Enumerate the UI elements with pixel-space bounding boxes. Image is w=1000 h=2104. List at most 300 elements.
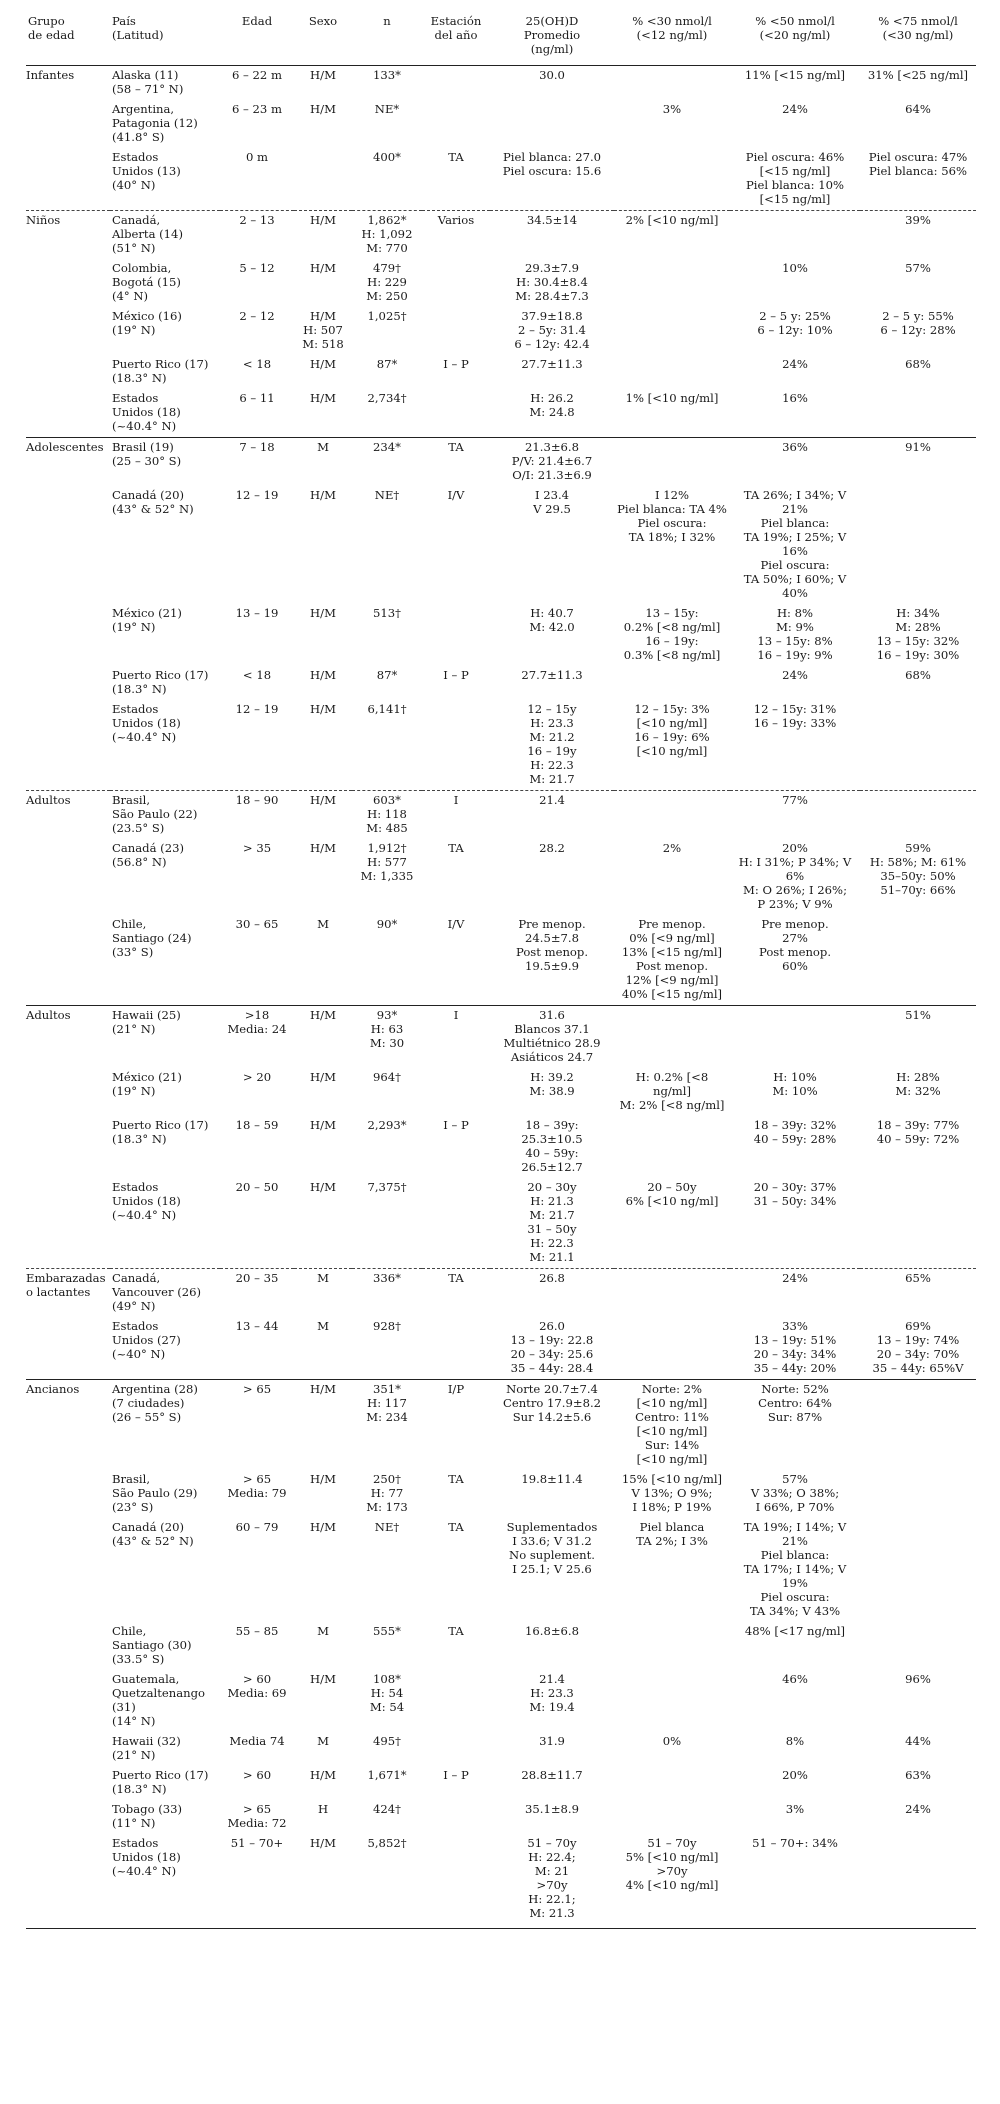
cell-pais-text: Estados Unidos (27) (~40° N) xyxy=(112,1319,181,1361)
cell-pais-text: Chile, Santiago (30) (33.5° S) xyxy=(112,1624,192,1666)
cell-estacion-text: I xyxy=(453,1008,459,1022)
cell-p30-text: Norte: 2% [<10 ng/ml] Centro: 11% [<10 ng/ml] Sur: 14% [<10 ng/ml] xyxy=(635,1382,709,1466)
cell-n-text: 6,141† xyxy=(367,702,407,716)
cell-p75 xyxy=(860,1269,976,1318)
cell-promedio-text: 21.4 xyxy=(539,793,565,807)
cell-pais xyxy=(110,1800,220,1834)
cell-pais-text: Estados Unidos (18) (~40.4° N) xyxy=(112,1180,181,1222)
cell-sexo-text: H/M xyxy=(310,1520,336,1534)
cell-pais xyxy=(110,1670,220,1732)
cell-n xyxy=(352,389,422,438)
cell-p30 xyxy=(614,839,730,915)
cell-promedio-text: Norte 20.7±7.4 Centro 17.9±8.2 Sur 14.2±5.6 xyxy=(502,1382,602,1424)
cell-estacion xyxy=(422,791,490,840)
cell-sexo xyxy=(294,148,352,211)
cell-p50 xyxy=(730,438,860,487)
cell-p30 xyxy=(614,307,730,355)
cell-promedio-text: 19.8±11.4 xyxy=(521,1472,583,1486)
cell-promedio-text: 34.5±14 xyxy=(526,213,578,227)
cell-p50 xyxy=(730,1269,860,1318)
cell-sexo xyxy=(294,486,352,604)
cell-edad xyxy=(220,791,294,840)
cell-sexo-text: H/M xyxy=(310,391,336,405)
cell-p75 xyxy=(860,700,976,791)
cell-p30-text: Pre menop. 0% [<9 ng/ml] 13% [<15 ng/ml] Post menop. 12% [<9 ng/ml] 40% [<15 ng/ml] xyxy=(621,917,723,1001)
cell-n xyxy=(352,148,422,211)
cell-n-text: 1,862* H: 1,092 M: 770 xyxy=(361,213,413,255)
cell-sexo xyxy=(294,1470,352,1518)
cell-p50 xyxy=(730,148,860,211)
cell-p50-text: Norte: 52% Centro: 64% Sur: 87% xyxy=(758,1382,832,1424)
cell-p30 xyxy=(614,915,730,1006)
group-cell xyxy=(26,1006,110,1069)
cell-pais xyxy=(110,1116,220,1178)
cell-pais xyxy=(110,1006,220,1069)
cell-p75-text: 2 – 5 y: 55% 6 – 12y: 28% xyxy=(880,309,956,337)
cell-pais-text: Estados Unidos (18) (~40.4° N) xyxy=(112,391,181,433)
cell-pais-text: Guatemala, Quetzaltenango (31) (14° N) xyxy=(112,1672,205,1728)
cell-p50 xyxy=(730,791,860,840)
cell-p75 xyxy=(860,486,976,604)
header-row xyxy=(26,14,976,66)
cell-promedio xyxy=(490,355,614,389)
cell-estacion xyxy=(422,1518,490,1622)
cell-p50-text: 20% H: I 31%; P 34%; V 6% M: O 26%; I 26%; P 23%; V 9% xyxy=(738,841,852,911)
cell-estacion xyxy=(422,1068,490,1116)
cell-sexo-text: M xyxy=(317,440,329,454)
cell-sexo xyxy=(294,66,352,101)
cell-promedio xyxy=(490,1116,614,1178)
cell-n-text: 5,852† xyxy=(367,1836,407,1850)
cell-estacion-text: I – P xyxy=(443,1768,469,1782)
cell-promedio xyxy=(490,1380,614,1471)
cell-edad xyxy=(220,307,294,355)
cell-promedio-text: 31.9 xyxy=(539,1734,565,1748)
cell-edad-text: 2 – 12 xyxy=(239,309,275,323)
cell-sexo xyxy=(294,211,352,260)
cell-sexo-text: H/M xyxy=(310,1472,336,1486)
group-name: Niños xyxy=(26,213,61,227)
cell-edad xyxy=(220,389,294,438)
cell-p50-text: TA 26%; I 34%; V 21% Piel blanca: TA 19%; I 25%; V 16% Piel oscura: TA 50%; I 60%; V 40% xyxy=(743,488,847,600)
cell-promedio-text: 12 – 15y H: 23.3 M: 21.2 16 – 19y H: 22.3 M: 21.7 xyxy=(527,702,577,786)
table-row xyxy=(26,1470,976,1518)
cell-n xyxy=(352,1116,422,1178)
cell-p30 xyxy=(614,791,730,840)
cell-p75 xyxy=(860,1766,976,1800)
cell-n-text: 234* xyxy=(373,440,401,454)
cell-pais xyxy=(110,1178,220,1269)
cell-edad xyxy=(220,438,294,487)
cell-estacion-text: I/P xyxy=(447,1382,465,1396)
cell-edad xyxy=(220,666,294,700)
cell-p30 xyxy=(614,1622,730,1670)
cell-sexo-text: H/M xyxy=(310,1836,336,1850)
cell-estacion xyxy=(422,259,490,307)
cell-sexo xyxy=(294,1269,352,1318)
cell-p30 xyxy=(614,1317,730,1380)
cell-edad-text: > 20 xyxy=(242,1070,272,1084)
cell-edad xyxy=(220,1518,294,1622)
cell-edad-text: > 65 Media: 72 xyxy=(227,1802,287,1830)
cell-p50 xyxy=(730,1380,860,1471)
cell-p30 xyxy=(614,1766,730,1800)
cell-pais xyxy=(110,1380,220,1471)
cell-n-text: NE† xyxy=(374,488,400,502)
group-cell xyxy=(26,355,110,389)
cell-p50 xyxy=(730,915,860,1006)
cell-n-text: 87* xyxy=(376,357,398,371)
cell-n-text: NE† xyxy=(374,1520,400,1534)
cell-edad-text: < 18 xyxy=(242,357,272,371)
cell-sexo-text: M xyxy=(317,1271,329,1285)
cell-n xyxy=(352,1380,422,1471)
cell-p75 xyxy=(860,1006,976,1069)
table-row xyxy=(26,1068,976,1116)
cell-p75-text: 59% H: 58%; M: 61% 35–50y: 50% 51–70y: 66% xyxy=(869,841,967,897)
header-p50: % <50 nmol/l (<20 ng/ml) xyxy=(730,14,860,66)
cell-n xyxy=(352,666,422,700)
cell-pais xyxy=(110,915,220,1006)
cell-p50-text: TA 19%; I 14%; V 21% Piel blanca: TA 17%; I 14%; V 19% Piel oscura: TA 34%; V 43% xyxy=(743,1520,847,1618)
cell-estacion xyxy=(422,1766,490,1800)
cell-n xyxy=(352,604,422,666)
cell-sexo-text: H/M xyxy=(310,793,336,807)
cell-n-text: 351* H: 117 M: 234 xyxy=(366,1382,408,1424)
group-cell xyxy=(26,1317,110,1380)
cell-n-text: 93* H: 63 M: 30 xyxy=(369,1008,405,1050)
table-row xyxy=(26,915,976,1006)
header-grupo: Grupo de edad xyxy=(26,14,110,66)
group-cell xyxy=(26,307,110,355)
cell-pais-text: Alaska (11) (58 – 71° N) xyxy=(112,68,184,96)
cell-p50-text: 20 – 30y: 37% 31 – 50y: 34% xyxy=(753,1180,837,1208)
cell-edad-text: 18 – 90 xyxy=(235,793,279,807)
cell-p50 xyxy=(730,1670,860,1732)
cell-sexo xyxy=(294,355,352,389)
cell-p50 xyxy=(730,100,860,148)
cell-estacion xyxy=(422,100,490,148)
cell-sexo-text: H/M xyxy=(310,1118,336,1132)
cell-promedio-text: 35.1±8.9 xyxy=(525,1802,579,1816)
cell-p50-text: 77% xyxy=(782,793,808,807)
cell-edad-text: 7 – 18 xyxy=(239,440,275,454)
cell-p50 xyxy=(730,1470,860,1518)
table-row xyxy=(26,1766,976,1800)
cell-edad-text: 5 – 12 xyxy=(239,261,275,275)
cell-n xyxy=(352,486,422,604)
cell-promedio xyxy=(490,148,614,211)
cell-sexo xyxy=(294,1622,352,1670)
cell-edad-text: 6 – 23 m xyxy=(232,102,282,116)
cell-pais-text: Estados Unidos (13) (40° N) xyxy=(112,150,181,192)
cell-promedio xyxy=(490,259,614,307)
cell-edad-text: 12 – 19 xyxy=(235,702,279,716)
cell-estacion-text: I xyxy=(453,793,459,807)
cell-edad-text: >18 Media: 24 xyxy=(227,1008,287,1036)
cell-p50-text: 2 – 5 y: 25% 6 – 12y: 10% xyxy=(757,309,833,337)
cell-pais-text: Canadá (20) (43° & 52° N) xyxy=(112,488,194,516)
cell-p30-text: Piel blanca TA 2%; I 3% xyxy=(636,1520,708,1548)
cell-p50-text: 8% xyxy=(785,1734,805,1748)
cell-p75-text: 91% xyxy=(905,440,931,454)
cell-edad-text: 6 – 22 m xyxy=(232,68,282,82)
cell-sexo-text: H/M xyxy=(310,1768,336,1782)
cell-promedio-text: 28.8±11.7 xyxy=(521,1768,583,1782)
cell-p50 xyxy=(730,1006,860,1069)
header-estacion: Estación del año xyxy=(422,14,490,66)
cell-n xyxy=(352,791,422,840)
cell-p50-text: 36% xyxy=(782,440,808,454)
cell-sexo xyxy=(294,1670,352,1732)
cell-edad xyxy=(220,100,294,148)
cell-edad xyxy=(220,604,294,666)
cell-edad-text: 6 – 11 xyxy=(239,391,275,405)
cell-estacion-text: TA xyxy=(448,1472,464,1486)
cell-sexo xyxy=(294,100,352,148)
cell-p50 xyxy=(730,1317,860,1380)
cell-promedio xyxy=(490,1470,614,1518)
cell-estacion xyxy=(422,1116,490,1178)
cell-pais xyxy=(110,389,220,438)
group-cell xyxy=(26,604,110,666)
cell-estacion xyxy=(422,486,490,604)
cell-pais-text: Chile, Santiago (24) (33° S) xyxy=(112,917,192,959)
cell-sexo xyxy=(294,700,352,791)
cell-promedio-text: H: 39.2 M: 38.9 xyxy=(529,1070,575,1098)
cell-pais xyxy=(110,307,220,355)
table-row xyxy=(26,1269,976,1318)
cell-edad-text: 2 – 13 xyxy=(239,213,275,227)
cell-p30 xyxy=(614,604,730,666)
cell-sexo xyxy=(294,1178,352,1269)
cell-p75 xyxy=(860,791,976,840)
cell-edad xyxy=(220,1834,294,1929)
cell-pais-text: México (16) (19° N) xyxy=(112,309,182,337)
cell-pais xyxy=(110,1518,220,1622)
cell-sexo-text: H/M xyxy=(310,1180,336,1194)
cell-promedio xyxy=(490,1317,614,1380)
cell-promedio xyxy=(490,915,614,1006)
table-row xyxy=(26,1732,976,1766)
cell-p75-text: 65% xyxy=(905,1271,931,1285)
cell-edad-text: > 65 Media: 79 xyxy=(227,1472,287,1500)
cell-sexo xyxy=(294,915,352,1006)
cell-p75 xyxy=(860,1178,976,1269)
cell-promedio xyxy=(490,389,614,438)
cell-estacion-text: I/V xyxy=(447,488,465,502)
cell-edad xyxy=(220,148,294,211)
cell-p50-text: 24% xyxy=(782,668,808,682)
cell-edad-text: > 35 xyxy=(242,841,272,855)
cell-estacion xyxy=(422,1670,490,1732)
cell-edad xyxy=(220,1732,294,1766)
cell-p75-text: 39% xyxy=(905,213,931,227)
header-p30: % <30 nmol/l (<12 ng/ml) xyxy=(614,14,730,66)
table-row xyxy=(26,1834,976,1929)
cell-p30-text: H: 0.2% [<8 ng/ml] M: 2% [<8 ng/ml] xyxy=(619,1070,725,1112)
cell-sexo-text: M xyxy=(317,1624,329,1638)
cell-pais xyxy=(110,66,220,101)
cell-pais xyxy=(110,438,220,487)
cell-n xyxy=(352,1006,422,1069)
cell-pais-text: Estados Unidos (18) (~40.4° N) xyxy=(112,702,181,744)
cell-edad-text: < 18 xyxy=(242,668,272,682)
cell-estacion xyxy=(422,1622,490,1670)
group-cell xyxy=(26,839,110,915)
cell-sexo-text: H/M xyxy=(310,261,336,275)
cell-edad-text: 18 – 59 xyxy=(235,1118,279,1132)
table-row xyxy=(26,211,976,260)
header-promedio: 25(OH)D Promedio (ng/ml) xyxy=(490,14,614,66)
cell-n xyxy=(352,839,422,915)
cell-edad xyxy=(220,211,294,260)
group-name: Embarazadas o lactantes xyxy=(26,1271,106,1299)
cell-pais-text: Brasil, São Paulo (29) (23° S) xyxy=(112,1472,198,1514)
cell-p75 xyxy=(860,1380,976,1471)
cell-promedio-text: 29.3±7.9 H: 30.4±8.4 M: 28.4±7.3 xyxy=(515,261,589,303)
cell-p30-text: I 12% Piel blanca: TA 4% Piel oscura: TA 18%; I 32% xyxy=(617,488,727,544)
cell-p50 xyxy=(730,1766,860,1800)
cell-edad xyxy=(220,355,294,389)
cell-p50-text: 33% 13 – 19y: 51% 20 – 34y: 34% 35 – 44y: 20% xyxy=(753,1319,837,1375)
cell-p50 xyxy=(730,307,860,355)
cell-p50 xyxy=(730,486,860,604)
cell-promedio xyxy=(490,211,614,260)
cell-p50 xyxy=(730,1622,860,1670)
cell-p30-text: 0% xyxy=(662,1734,682,1748)
cell-p30 xyxy=(614,666,730,700)
cell-sexo-text: M xyxy=(317,917,329,931)
cell-estacion xyxy=(422,355,490,389)
table-row xyxy=(26,148,976,211)
cell-estacion xyxy=(422,1178,490,1269)
cell-p50 xyxy=(730,1732,860,1766)
cell-estacion xyxy=(422,148,490,211)
cell-p50 xyxy=(730,839,860,915)
cell-sexo-text: H/M xyxy=(310,841,336,855)
cell-p75 xyxy=(860,389,976,438)
table-row xyxy=(26,1800,976,1834)
group-cell xyxy=(26,1178,110,1269)
group-cell xyxy=(26,1470,110,1518)
cell-promedio-text: H: 40.7 M: 42.0 xyxy=(529,606,575,634)
cell-sexo xyxy=(294,1068,352,1116)
cell-sexo xyxy=(294,1116,352,1178)
cell-sexo-text: H xyxy=(317,1802,329,1816)
cell-estacion-text: I/V xyxy=(447,917,465,931)
cell-pais-text: Argentina, Patagonia (12) (41.8° S) xyxy=(112,102,198,144)
table-row xyxy=(26,604,976,666)
group-cell xyxy=(26,389,110,438)
cell-sexo-text: H/M xyxy=(310,702,336,716)
cell-sexo-text: H/M xyxy=(310,357,336,371)
cell-n xyxy=(352,1178,422,1269)
cell-p75-text: 57% xyxy=(905,261,931,275)
cell-p30 xyxy=(614,66,730,101)
table-row xyxy=(26,438,976,487)
cell-pais-text: Brasil (19) (25 – 30° S) xyxy=(112,440,182,468)
cell-p50 xyxy=(730,259,860,307)
cell-p75-text: H: 34% M: 28% 13 – 15y: 32% 16 – 19y: 30% xyxy=(876,606,960,662)
cell-edad xyxy=(220,1269,294,1318)
cell-estacion-text: TA xyxy=(448,841,464,855)
cell-p75-text: 64% xyxy=(905,102,931,116)
cell-promedio-text: I 23.4 V 29.5 xyxy=(533,488,571,516)
cell-sexo xyxy=(294,1518,352,1622)
cell-promedio xyxy=(490,1766,614,1800)
table-body xyxy=(26,66,976,1929)
cell-pais xyxy=(110,486,220,604)
cell-p30 xyxy=(614,438,730,487)
cell-sexo xyxy=(294,1380,352,1471)
cell-sexo xyxy=(294,1800,352,1834)
cell-p30-text: 13 – 15y: 0.2% [<8 ng/ml] 16 – 19y: 0.3% [<8 ng/ml] xyxy=(623,606,721,662)
cell-edad xyxy=(220,1622,294,1670)
cell-p75-text: H: 28% M: 32% xyxy=(895,1070,941,1098)
cell-n-text: 336* xyxy=(373,1271,401,1285)
cell-p50-text: 51 – 70+: 34% xyxy=(752,1836,838,1850)
cell-p30 xyxy=(614,1670,730,1732)
cell-n-text: 2,293* xyxy=(367,1118,407,1132)
cell-edad xyxy=(220,1670,294,1732)
cell-p30 xyxy=(614,259,730,307)
cell-promedio-text: 27.7±11.3 xyxy=(521,668,583,682)
group-cell xyxy=(26,100,110,148)
cell-estacion xyxy=(422,1800,490,1834)
cell-p75 xyxy=(860,1670,976,1732)
cell-p30 xyxy=(614,1800,730,1834)
cell-edad xyxy=(220,486,294,604)
table-row xyxy=(26,1317,976,1380)
cell-p75-text: 68% xyxy=(905,668,931,682)
cell-p75 xyxy=(860,66,976,101)
cell-promedio-text: 26.0 13 – 19y: 22.8 20 – 34y: 25.6 35 – 44y: 28.4 xyxy=(510,1319,594,1375)
cell-p30 xyxy=(614,1178,730,1269)
group-cell xyxy=(26,1800,110,1834)
cell-pais xyxy=(110,1068,220,1116)
cell-p30 xyxy=(614,1470,730,1518)
cell-promedio-text: 16.8±6.8 xyxy=(525,1624,579,1638)
cell-p75 xyxy=(860,915,976,1006)
cell-p75-text: 69% 13 – 19y: 74% 20 – 34y: 70% 35 – 44y: 65%V xyxy=(872,1319,964,1375)
cell-n xyxy=(352,1317,422,1380)
cell-estacion xyxy=(422,915,490,1006)
cell-p75-text: 63% xyxy=(905,1768,931,1782)
cell-estacion xyxy=(422,1732,490,1766)
cell-pais-text: Canadá, Alberta (14) (51° N) xyxy=(112,213,183,255)
cell-p50-text: Pre menop. 27% Post menop. 60% xyxy=(758,917,831,973)
cell-estacion xyxy=(422,839,490,915)
cell-pais xyxy=(110,1766,220,1800)
cell-promedio xyxy=(490,438,614,487)
cell-p50-text: 18 – 39y: 32% 40 – 59y: 28% xyxy=(753,1118,837,1146)
cell-promedio xyxy=(490,1622,614,1670)
table-row xyxy=(26,389,976,438)
cell-p50 xyxy=(730,700,860,791)
cell-p75 xyxy=(860,839,976,915)
cell-n xyxy=(352,355,422,389)
cell-edad xyxy=(220,1178,294,1269)
cell-p50-text: 11% [<15 ng/ml] xyxy=(744,68,846,82)
cell-p75 xyxy=(860,355,976,389)
cell-pais xyxy=(110,1470,220,1518)
cell-pais-text: Puerto Rico (17) (18.3° N) xyxy=(112,668,209,696)
cell-pais xyxy=(110,1834,220,1929)
cell-edad-text: > 65 xyxy=(242,1382,272,1396)
cell-p50 xyxy=(730,1116,860,1178)
cell-pais xyxy=(110,791,220,840)
